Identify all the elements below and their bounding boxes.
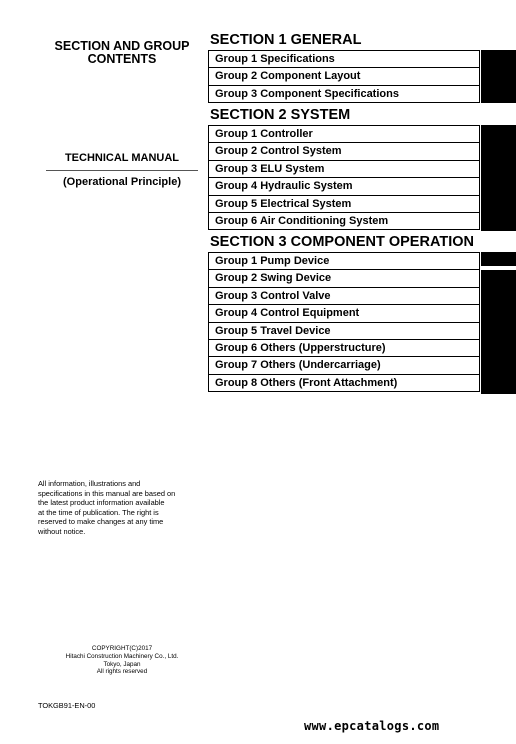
copyright-line: All rights reserved — [96, 668, 148, 676]
contents-heading-line-1: SECTION AND GROUP — [54, 39, 190, 53]
notice-line: All information, illustrations and — [38, 479, 141, 488]
group-link[interactable]: Group 1 Pump Device — [208, 252, 480, 269]
document-code: TOKGB91-EN-00 — [38, 701, 96, 710]
notice-line: at the time of publication. The right is — [38, 507, 159, 517]
section-3-tab-top — [481, 252, 516, 266]
group-link[interactable]: Group 5 Travel Device — [208, 322, 480, 339]
contents-heading-line-2: CONTENTS — [87, 52, 157, 66]
group-link[interactable]: Group 3 Component Specifications — [208, 85, 480, 103]
group-link[interactable]: Group 5 Electrical System — [208, 195, 480, 212]
group-link[interactable]: Group 6 Others (Upperstructure) — [208, 339, 480, 356]
copyright-line: Hitachi Construction Machinery Co., Ltd. — [65, 652, 179, 660]
section-1-tab — [481, 50, 516, 103]
group-link[interactable]: Group 6 Air Conditioning System — [208, 212, 480, 230]
group-link[interactable]: Group 2 Control System — [208, 142, 480, 159]
disclaimer-notice — [38, 479, 198, 537]
section-3-title: SECTION 3 COMPONENT OPERATION — [210, 234, 474, 250]
copyright-line: Tokyo, Japan — [103, 660, 141, 668]
group-link[interactable]: Group 4 Control Equipment — [208, 304, 480, 321]
group-link[interactable]: Group 2 Swing Device — [208, 269, 480, 286]
group-link[interactable]: Group 1 Controller — [208, 125, 480, 142]
section-1-title: SECTION 1 GENERAL — [210, 32, 362, 48]
copyright-line: COPYRIGHT(C)2017 — [91, 645, 153, 652]
manual-title: TECHNICAL MANUAL — [64, 152, 180, 164]
notice-line: without notice. — [38, 526, 86, 536]
section-1-group-list — [208, 50, 480, 103]
contents-heading — [38, 40, 206, 66]
group-link[interactable]: Group 2 Component Layout — [208, 67, 480, 84]
group-link[interactable]: Group 3 Control Valve — [208, 287, 480, 304]
notice-line: reserved to make changes at any time — [38, 517, 164, 527]
title-divider — [46, 170, 198, 171]
group-link[interactable]: Group 7 Others (Undercarriage) — [208, 356, 480, 373]
section-2-group-list — [208, 125, 480, 230]
group-link[interactable]: Group 1 Specifications — [208, 50, 480, 67]
group-link[interactable]: Group 8 Others (Front Attachment) — [208, 374, 480, 392]
manual-subtitle: (Operational Principle) — [63, 176, 181, 188]
section-2-title: SECTION 2 SYSTEM — [210, 107, 351, 123]
watermark-url: www.epcatalogs.com — [304, 719, 440, 733]
group-link[interactable]: Group 3 ELU System — [208, 160, 480, 177]
section-3-tab — [481, 270, 516, 394]
section-3-group-list — [208, 252, 480, 392]
notice-line: the latest product information available — [38, 498, 165, 508]
section-2-tab — [481, 125, 516, 231]
notice-line: specifications in this manual are based on — [38, 488, 176, 498]
copyright-block — [38, 645, 206, 676]
group-link[interactable]: Group 4 Hydraulic System — [208, 177, 480, 194]
